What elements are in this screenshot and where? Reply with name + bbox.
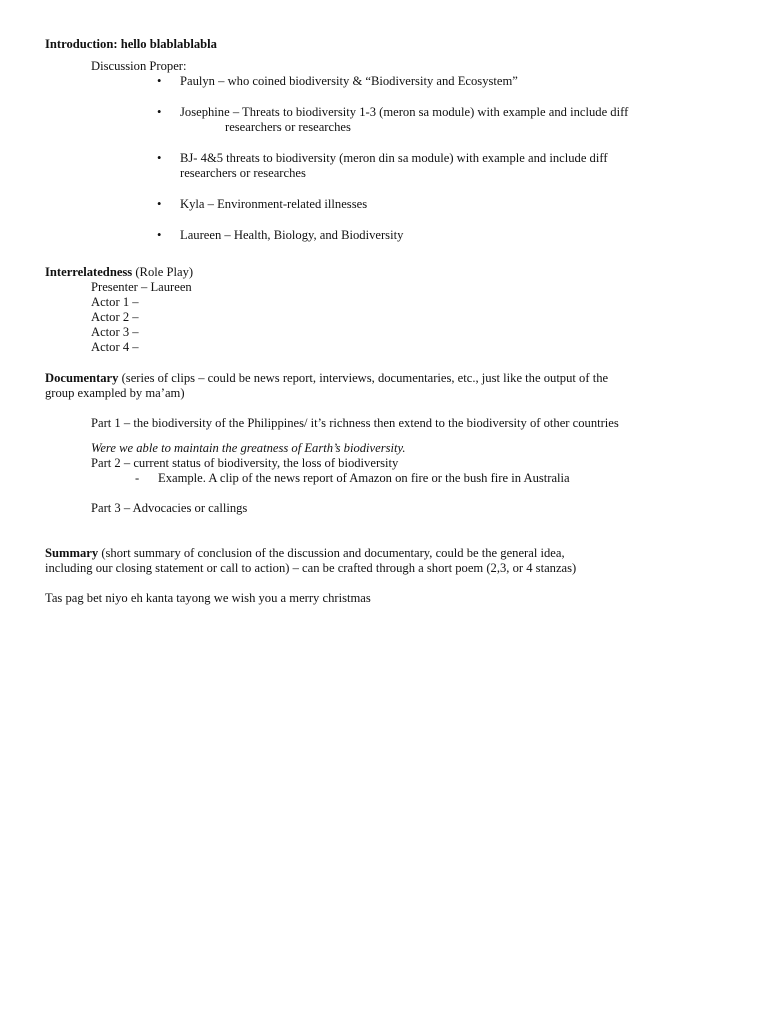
summary-heading: [45, 546, 735, 561]
list-item-text: Kyla – Environment-related illnesses: [180, 197, 368, 211]
documentary-part-2: Part 2 – current status of biodiversity, the loss of biodiversity: [91, 456, 399, 470]
list-item-text: Laureen – Health, Biology, and Biodiversity: [180, 228, 404, 242]
documentary-part-1: Part 1 – the biodiversity of the Philippines/ it’s richness then extend to the biodiversity of other countries: [91, 416, 619, 430]
introduction-text: hello blablablabla: [117, 37, 217, 51]
summary-continuation: including our closing statement or call to action) – can be crafted through a short poem (2,3, or 4 stanzas): [45, 561, 577, 575]
role-actor-1: Actor 1 –: [91, 295, 139, 309]
role-presenter: Presenter – Laureen: [91, 280, 192, 294]
documentary-question: Were we able to maintain the greatness of Earth’s biodiversity.: [91, 441, 406, 455]
discussion-heading: Discussion Proper:: [91, 59, 187, 73]
role-actor-3: Actor 3 –: [91, 325, 139, 339]
document-page: [45, 37, 735, 606]
summary-label: Summary: [45, 546, 99, 560]
interrelatedness-label: Interrelatedness: [45, 265, 133, 279]
list-item: [45, 74, 735, 89]
documentary-label: Documentary: [45, 371, 119, 385]
summary-text: (short summary of conclusion of the discussion and documentary, could be the general idea,: [98, 546, 565, 560]
list-item-text: Josephine – Threats to biodiversity 1-3 (meron sa module) with example and include diff: [180, 105, 629, 119]
bullet-icon: •: [157, 197, 162, 211]
list-item-text: Paulyn – who coined biodiversity & “Biodiversity and Ecosystem”: [180, 74, 518, 88]
closing-line: Tas pag bet niyo eh kanta tayong we wish you a merry christmas: [45, 591, 371, 605]
list-item: [45, 228, 735, 243]
interrelatedness-note: (Role Play): [132, 265, 194, 279]
list-item-continuation: researchers or researches: [225, 120, 351, 134]
interrelatedness-heading: [45, 265, 735, 280]
list-item: [45, 197, 735, 212]
list-item-text: BJ- 4&5 threats to biodiversity (meron din sa module) with example and include diff: [180, 151, 608, 165]
documentary-heading: [45, 371, 735, 386]
documentary-part-3: Part 3 – Advocacies or callings: [91, 501, 248, 515]
list-item-continuation: researchers or researches: [180, 166, 306, 180]
documentary-note-continuation: group exampled by ma’am): [45, 386, 185, 400]
list-item: [45, 105, 735, 135]
bullet-icon: •: [157, 74, 162, 88]
list-item: [45, 151, 735, 181]
bullet-icon: •: [157, 228, 162, 242]
documentary-example: [45, 471, 735, 486]
discussion-list: [45, 74, 735, 243]
role-actor-4: Actor 4 –: [91, 340, 139, 354]
introduction-label: Introduction:: [45, 37, 118, 51]
dash-marker: -: [135, 471, 140, 485]
bullet-icon: •: [157, 151, 162, 165]
role-actor-2: Actor 2 –: [91, 310, 139, 324]
documentary-note: (series of clips – could be news report, interviews, documentaries, etc., just like the output of the: [118, 371, 609, 385]
documentary-example-text: Example. A clip of the news report of Amazon on fire or the bush fire in Australia: [158, 471, 570, 485]
bullet-icon: •: [157, 105, 162, 119]
introduction-line: [45, 37, 735, 52]
